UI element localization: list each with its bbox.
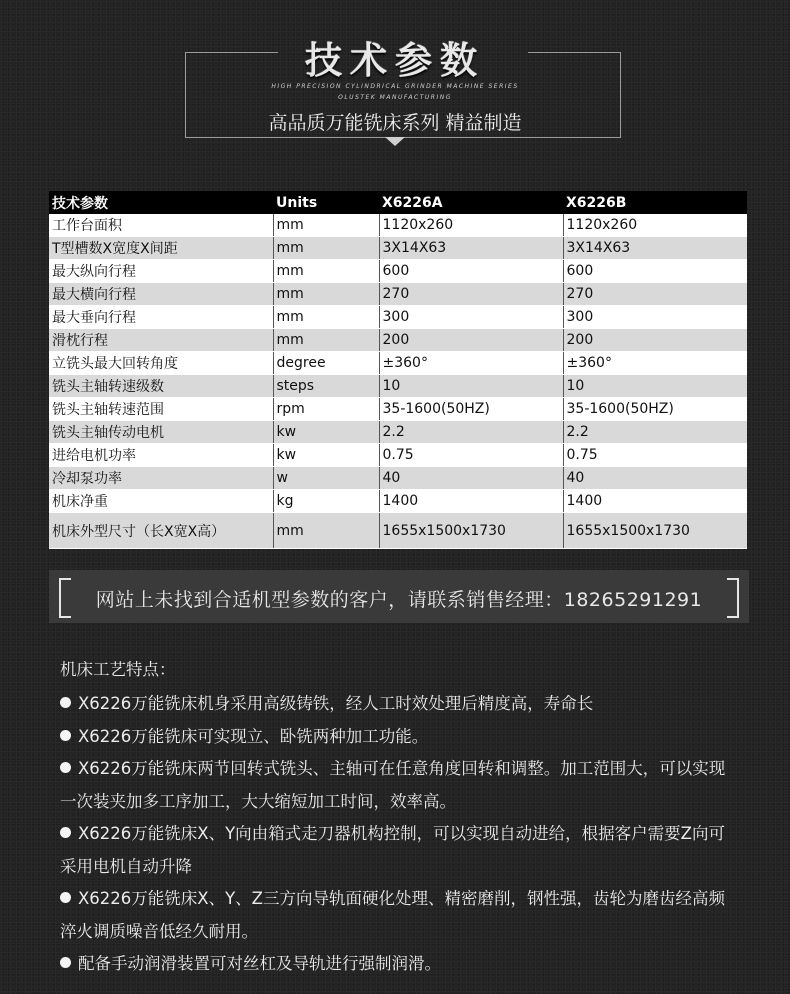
cell-x6226a: 200 xyxy=(379,329,563,352)
cell-x6226a: 10 xyxy=(379,375,563,398)
english-subtitle: HIGH PRECISION CYLINDRICAL GRINDER MACHINE SERIES xyxy=(271,83,519,90)
features-section xyxy=(60,655,730,981)
cell-units: mm xyxy=(273,214,379,237)
cell-units: mm xyxy=(273,513,379,549)
cell-x6226a: 0.75 xyxy=(379,444,563,467)
table-row xyxy=(49,421,747,444)
cell-param: 机床外型尺寸（长X宽X高） xyxy=(49,513,273,549)
cell-param: 最大纵向行程 xyxy=(49,260,273,283)
cell-units: mm xyxy=(273,283,379,306)
bullet-icon xyxy=(60,730,71,741)
table-row xyxy=(49,352,747,375)
cell-x6226b: 35-1600(50HZ) xyxy=(563,398,747,421)
feature-list xyxy=(60,688,730,981)
cell-param: 滑枕行程 xyxy=(49,329,273,352)
table-row xyxy=(49,513,747,549)
feature-item xyxy=(60,948,730,981)
feature-item xyxy=(60,721,730,754)
cell-x6226a: ±360° xyxy=(379,352,563,375)
cell-units: kg xyxy=(273,490,379,513)
cell-param: 铣头主轴转速级数 xyxy=(49,375,273,398)
table-row xyxy=(49,398,747,421)
feature-text: X6226万能铣床可实现立、卧铣两种加工功能。 xyxy=(78,726,429,746)
cell-units: rpm xyxy=(273,398,379,421)
cell-x6226b: 600 xyxy=(563,260,747,283)
cell-x6226b: 0.75 xyxy=(563,444,747,467)
cell-x6226a: 1655x1500x1730 xyxy=(379,513,563,549)
feature-text: X6226万能铣床机身采用高级铸铁，经人工时效处理后精度高，寿命长 xyxy=(78,694,594,713)
cell-x6226b: 40 xyxy=(563,467,747,490)
column-header-x6226a: X6226A xyxy=(379,191,563,214)
bullet-icon xyxy=(60,697,71,708)
cell-x6226b: 2.2 xyxy=(563,421,747,444)
feature-text: X6226万能铣床X、Y、Z三方向导轨面硬化处理、精密磨削，钢性强，齿轮为磨齿经高频淬火调质噪音低经久耐用。 xyxy=(60,889,725,941)
cell-units: mm xyxy=(273,260,379,283)
bullet-icon xyxy=(60,762,71,773)
table-row xyxy=(49,375,747,398)
cell-param: 最大横向行程 xyxy=(49,283,273,306)
cell-param: 冷却泵功率 xyxy=(49,467,273,490)
feature-text: 配备手动润滑装置可对丝杠及导轨进行强制润滑。 xyxy=(78,954,441,973)
cell-x6226a: 1120x260 xyxy=(379,214,563,237)
cell-units: mm xyxy=(273,237,379,260)
table-row xyxy=(49,260,747,283)
cell-x6226b: 200 xyxy=(563,329,747,352)
bullet-icon xyxy=(60,827,71,838)
feature-item xyxy=(60,818,730,883)
features-title: 机床工艺特点： xyxy=(60,660,176,679)
column-header-x6226b: X6226B xyxy=(563,191,747,214)
cell-units: kw xyxy=(273,421,379,444)
cell-param: 立铣头最大回转角度 xyxy=(49,352,273,375)
feature-text: X6226万能铣床X、Y向由箱式走刀器机构控制，可以实现自动进给，根据客户需要Z向可采用电机自动升降 xyxy=(60,824,725,876)
table-row xyxy=(49,444,747,467)
cell-x6226b: 300 xyxy=(563,306,747,329)
cell-x6226a: 2.2 xyxy=(379,421,563,444)
cell-param: T型槽数X宽度X间距 xyxy=(49,237,273,260)
cell-param: 机床净重 xyxy=(49,490,273,513)
feature-item xyxy=(60,753,730,818)
table-row xyxy=(49,237,747,260)
table-row xyxy=(49,467,747,490)
english-subtitle-brand: OLUSTEK MANUFACTURING xyxy=(338,94,452,101)
spec-table xyxy=(49,191,747,549)
column-header-param: 技术参数 xyxy=(49,191,273,214)
cell-x6226a: 1400 xyxy=(379,490,563,513)
bullet-icon xyxy=(60,957,71,968)
cell-x6226b: ±360° xyxy=(563,352,747,375)
slogan: 高品质万能铣床系列 精益制造 xyxy=(268,112,522,134)
cell-x6226a: 40 xyxy=(379,467,563,490)
caret-down-icon xyxy=(385,137,405,146)
cell-x6226b: 1120x260 xyxy=(563,214,747,237)
cell-x6226a: 300 xyxy=(379,306,563,329)
contact-text: 网站上未找到合适机型参数的客户，请联系销售经理：18265291291 xyxy=(95,589,703,611)
cell-x6226a: 600 xyxy=(379,260,563,283)
column-header-units: Units xyxy=(273,191,379,214)
cell-units: mm xyxy=(273,329,379,352)
cell-param: 铣头主轴转速范围 xyxy=(49,398,273,421)
cell-param: 最大垂向行程 xyxy=(49,306,273,329)
table-header-row xyxy=(49,191,747,214)
feature-text: X6226万能铣床两节回转式铣头、主轴可在任意角度回转和调整。加工范围大，可以实现一次装夹加多工序加工，大大缩短加工时间，效率高。 xyxy=(60,759,726,811)
table-row xyxy=(49,329,747,352)
table-row xyxy=(49,283,747,306)
bullet-icon xyxy=(60,892,71,903)
page-title: 技术参数 xyxy=(305,39,485,82)
feature-item xyxy=(60,688,730,721)
cell-x6226a: 270 xyxy=(379,283,563,306)
cell-x6226b: 1655x1500x1730 xyxy=(563,513,747,549)
cell-x6226b: 3X14X63 xyxy=(563,237,747,260)
cell-x6226b: 270 xyxy=(563,283,747,306)
cell-units: steps xyxy=(273,375,379,398)
table-row xyxy=(49,214,747,237)
cell-units: w xyxy=(273,467,379,490)
feature-item xyxy=(60,883,730,948)
cell-x6226b: 10 xyxy=(563,375,747,398)
cell-x6226a: 3X14X63 xyxy=(379,237,563,260)
table-row xyxy=(49,306,747,329)
cell-units: degree xyxy=(273,352,379,375)
cell-x6226b: 1400 xyxy=(563,490,747,513)
cell-units: kw xyxy=(273,444,379,467)
table-row xyxy=(49,490,747,513)
right-bracket-icon xyxy=(727,578,739,618)
contact-bar xyxy=(49,570,749,623)
cell-units: mm xyxy=(273,306,379,329)
cell-param: 铣头主轴传动电机 xyxy=(49,421,273,444)
cell-param: 工作台面积 xyxy=(49,214,273,237)
cell-x6226a: 35-1600(50HZ) xyxy=(379,398,563,421)
cell-param: 进给电机功率 xyxy=(49,444,273,467)
